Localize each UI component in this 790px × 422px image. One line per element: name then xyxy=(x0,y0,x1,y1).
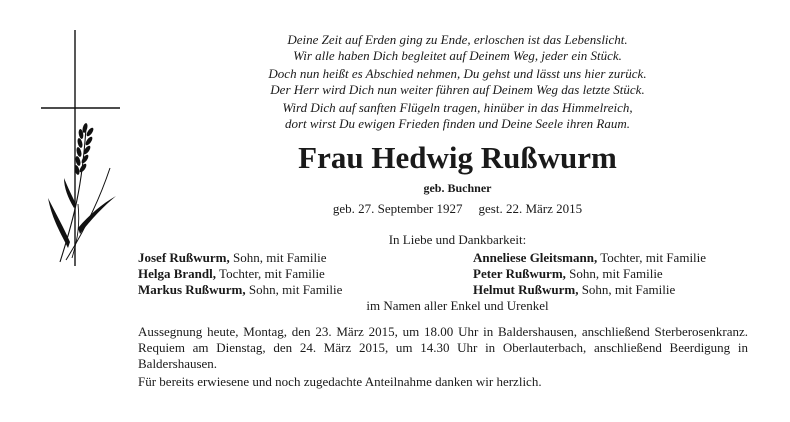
mourner-relation: Sohn, mit Familie xyxy=(248,282,343,297)
poem-stanza xyxy=(130,32,785,64)
mourner-name: Helga Brandl, xyxy=(138,266,217,281)
poem-line: Deine Zeit auf Erden ging zu Ende, erloschen ist das Lebenslicht. xyxy=(287,32,628,47)
mourners-intro: In Liebe und Dankbarkeit: xyxy=(388,232,527,247)
mourner-relation: Tochter, mit Familie xyxy=(600,250,707,265)
poem xyxy=(130,32,785,134)
thanks-line: Für bereits erwiesene und noch zugedachte Anteilnahme danken wir herzlich. xyxy=(138,374,542,389)
birth-date: geb. 27. September 1927 xyxy=(332,201,463,216)
poem-stanza xyxy=(130,100,785,132)
death-date: gest. 22. März 2015 xyxy=(478,201,583,216)
cross-with-wheat-icon xyxy=(38,28,122,268)
mourner-relation: Tochter, mit Familie xyxy=(219,266,325,281)
funeral-notice: Aussegnung heute, Montag, den 23. März 2015, um 18.00 Uhr in Baldershausen, anschließend Sterberosenkranz. Requiem am Dienstag, den 24. März 2015, um 14.30 Uhr in Oberlauterbach, anschließend Beerdigung in Baldershausen. xyxy=(138,324,748,371)
mourners-column-right xyxy=(473,250,706,298)
poem-line: Wird Dich auf sanften Flügeln tragen, hinüber in das Himmelreich, xyxy=(282,100,633,115)
poem-line: Der Herr wird Dich nun weiter führen auf Deinem Weg das letzte Stück. xyxy=(270,82,645,97)
poem-line: Doch nun heißt es Abschied nehmen, Du gehst und lässt uns hier zurück. xyxy=(268,66,647,81)
poem-stanza xyxy=(130,66,785,98)
mourner-name: Josef Rußwurm, xyxy=(138,250,230,265)
mourner-entry xyxy=(138,282,342,298)
mourner-entry xyxy=(473,250,706,266)
mourner-relation: Sohn, mit Familie xyxy=(232,250,327,265)
poem-line: dort wirst Du ewigen Frieden finden und Deine Seele ihren Raum. xyxy=(284,116,631,131)
mourner-name: Anneliese Gleitsmann, xyxy=(473,250,598,265)
mourners-column-left xyxy=(138,250,342,298)
mourner-relation: Sohn, mit Familie xyxy=(569,266,663,281)
poem-line: Wir alle haben Dich begleitet auf Deinem Weg, jeder ein Stück. xyxy=(293,48,622,63)
grandchildren-line: im Namen aller Enkel und Urenkel xyxy=(366,298,549,313)
mourner-name: Helmut Rußwurm, xyxy=(473,282,579,297)
mourner-entry xyxy=(138,250,342,266)
mourner-relation: Sohn, mit Familie xyxy=(581,282,676,297)
mourner-name: Peter Rußwurm, xyxy=(473,266,566,281)
maiden-name: geb. Buchner xyxy=(423,181,492,195)
mourner-entry xyxy=(138,266,342,282)
mourner-entry xyxy=(473,282,706,298)
life-dates xyxy=(130,201,785,217)
deceased-name: Frau Hedwig Rußwurm xyxy=(298,140,617,175)
mourner-name: Markus Rußwurm, xyxy=(138,282,246,297)
mourner-entry xyxy=(473,266,706,282)
